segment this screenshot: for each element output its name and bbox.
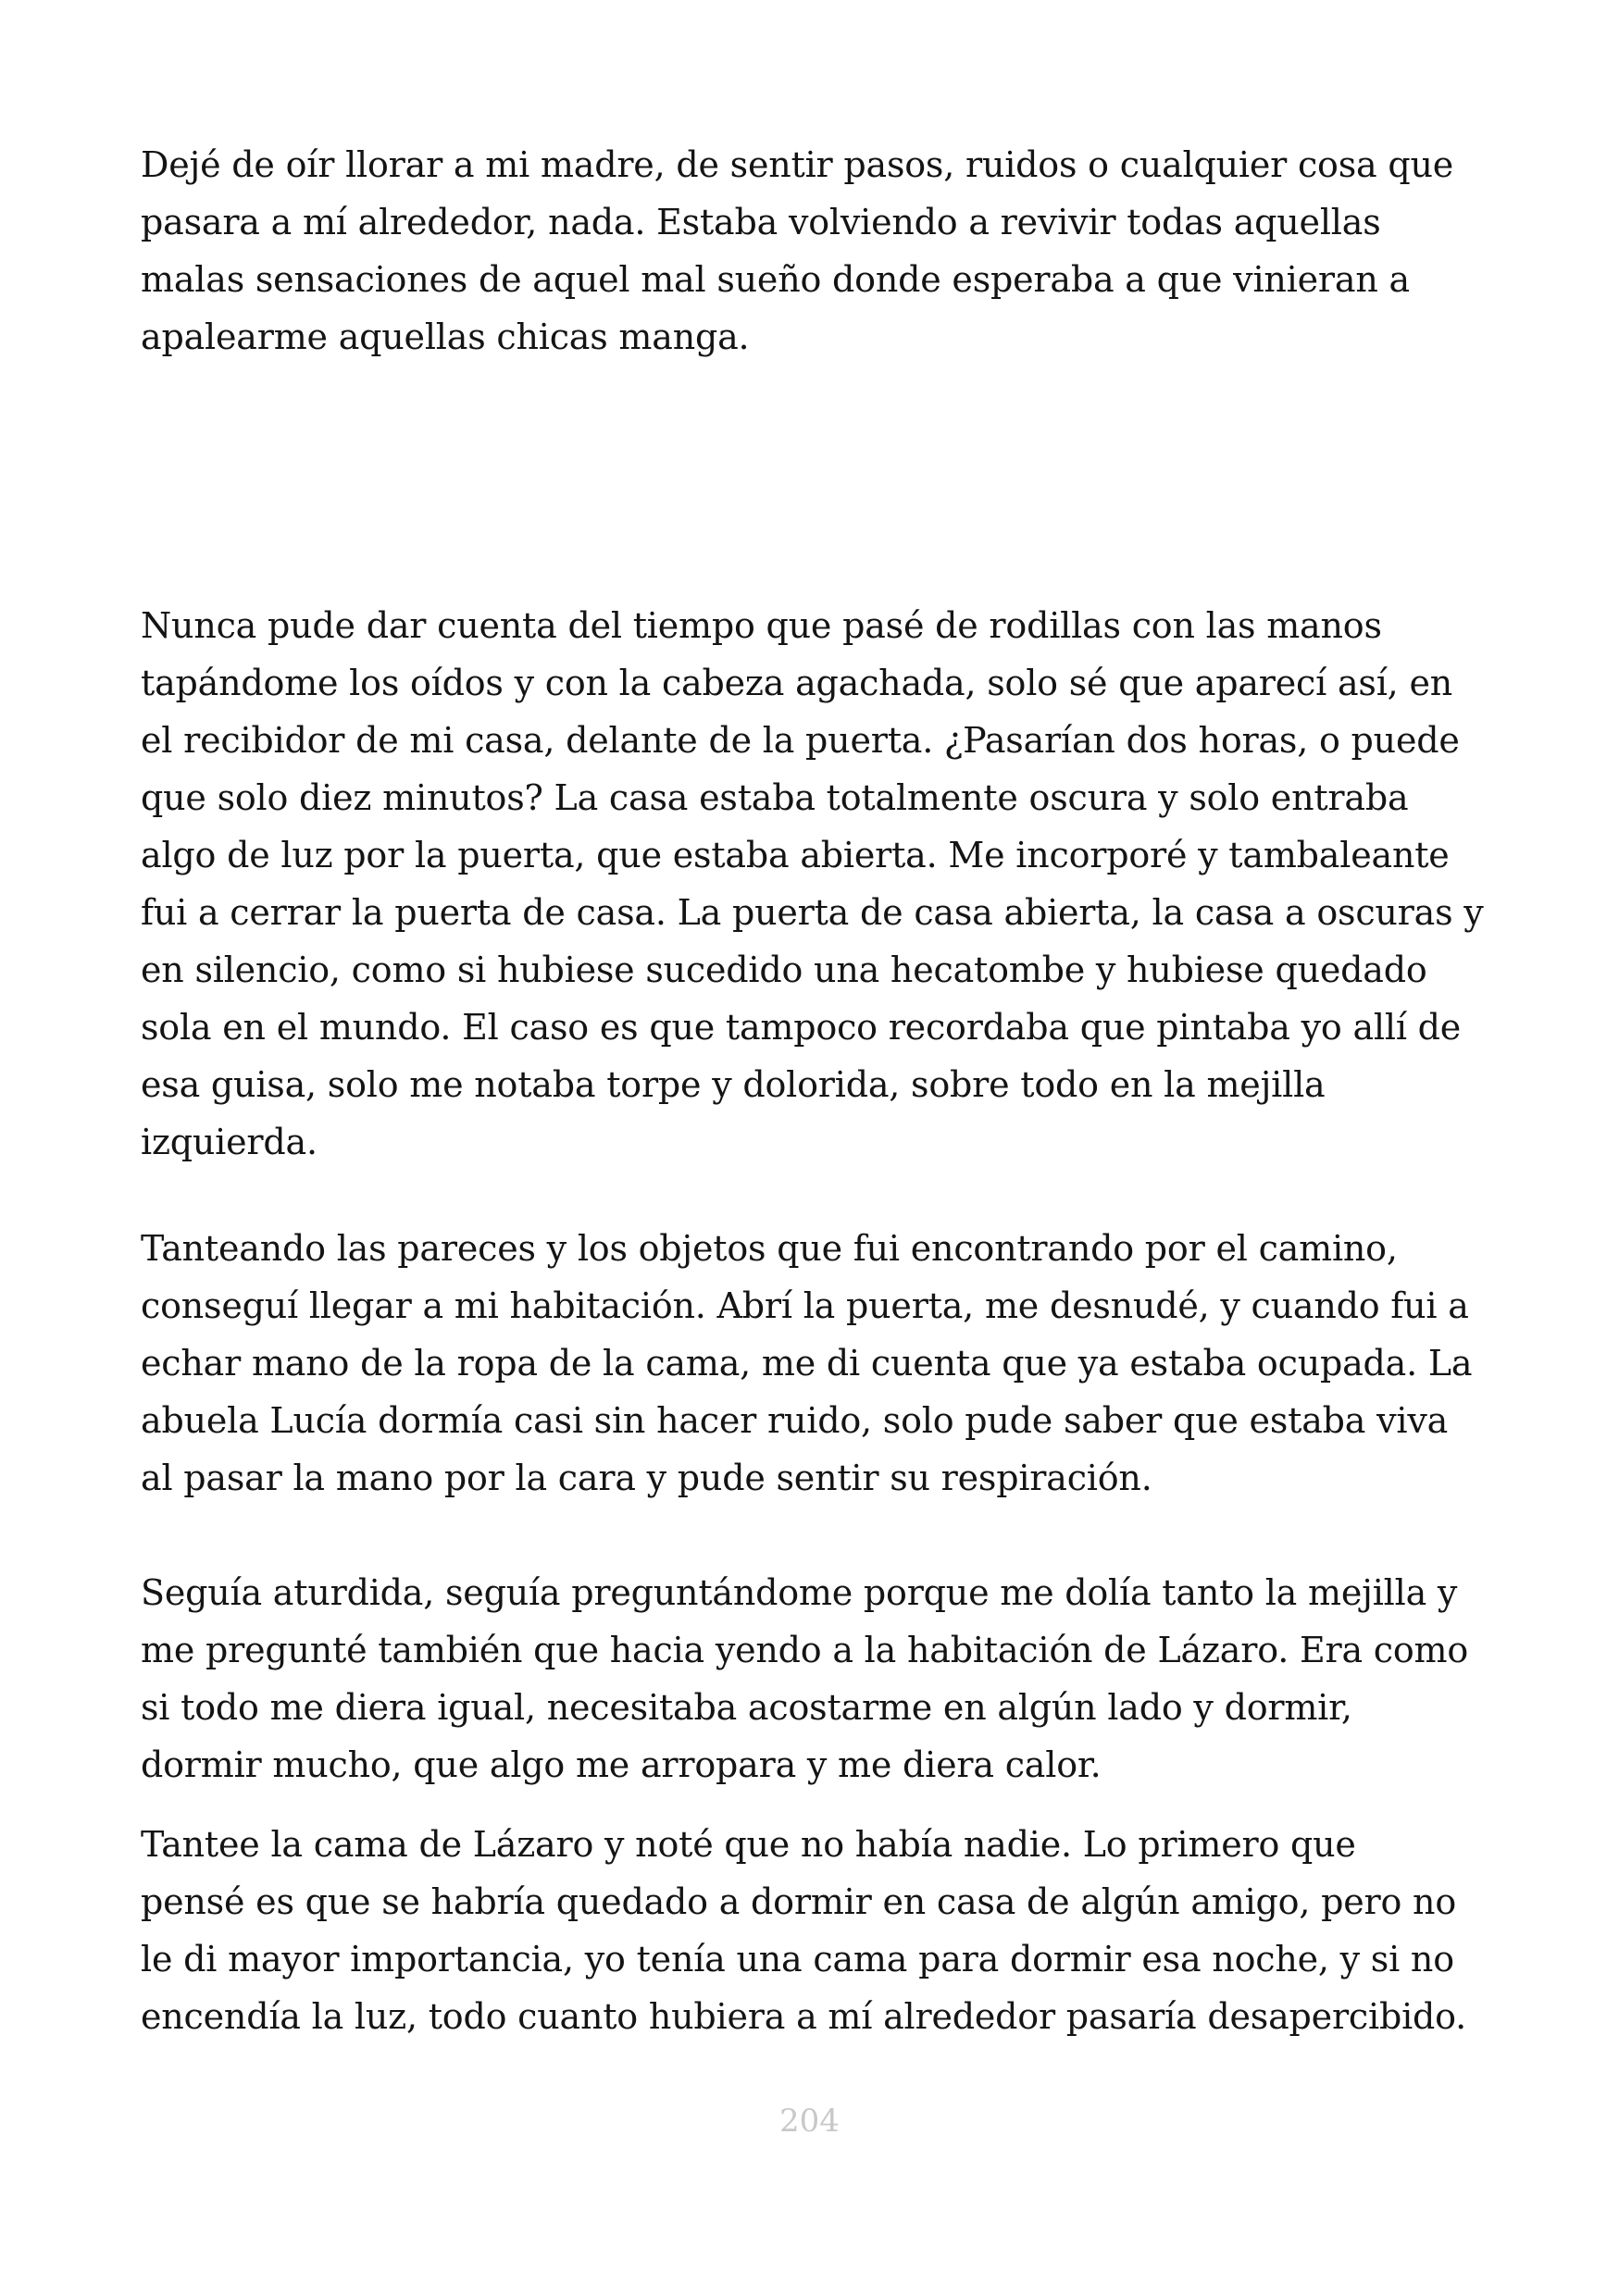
text-line: conseguí llegar a mi habitación. Abrí la puerta, me desnudé, y cuando fui a [141, 1285, 1469, 1326]
paragraph-1 [141, 136, 1501, 366]
paragraph-2 [141, 597, 1501, 1171]
text-line: algo de luz por la puerta, que estaba abierta. Me incorporé y tambaleante [141, 835, 1450, 875]
text-line: dormir mucho, que algo me arropara y me diera calor. [141, 1744, 1102, 1785]
text-line: encendía la luz, todo cuanto hubiera a mí alrededor pasaría desapercibido. [141, 1996, 1467, 2037]
text-line: Seguía aturdida, seguía preguntándome porque me dolía tanto la mejilla y [141, 1572, 1458, 1613]
text-line: abuela Lucía dormía casi sin hacer ruido, solo pude saber que estaba viva [141, 1400, 1449, 1441]
text-line: pensé es que se habría quedado a dormir en casa de algún amigo, pero no [141, 1881, 1457, 1922]
text-line: Tantee la cama de Lázaro y noté que no había nadie. Lo primero que [141, 1824, 1356, 1865]
text-line: Nunca pude dar cuenta del tiempo que pasé de rodillas con las manos [141, 605, 1382, 646]
text-line: me pregunté también que hacia yendo a la habitación de Lázaro. Era como [141, 1630, 1469, 1670]
page-number: 204 [779, 2103, 840, 2140]
text-line: esa guisa, solo me notaba torpe y dolorida, sobre todo en la mejilla [141, 1064, 1326, 1105]
text-line: malas sensaciones de aquel mal sueño donde esperaba a que vinieran a [141, 259, 1410, 300]
text-line: pasara a mí alrededor, nada. Estaba volviendo a revivir todas aquellas [141, 202, 1381, 242]
text-line: el recibidor de mi casa, delante de la puerta. ¿Pasarían dos horas, o puede [141, 720, 1460, 761]
paragraph-4 [141, 1564, 1501, 1793]
text-line: en silencio, como si hubiese sucedido una hecatombe y hubiese quedado [141, 949, 1427, 990]
text-line: apalearme aquellas chicas manga. [141, 316, 750, 357]
text-line: izquierda. [141, 1122, 318, 1162]
text-line: que solo diez minutos? La casa estaba totalmente oscura y solo entraba [141, 777, 1409, 818]
text-line: tapándome los oídos y con la cabeza agachada, solo sé que aparecí así, en [141, 663, 1453, 703]
text-line: fui a cerrar la puerta de casa. La puerta de casa abierta, la casa a oscuras y [141, 892, 1484, 933]
text-line: le di mayor importancia, yo tenía una cama para dormir esa noche, y si no [141, 1939, 1454, 1980]
text-line: Dejé de oír llorar a mi madre, de sentir pasos, ruidos o cualquier cosa que [141, 144, 1454, 185]
text-line: sola en el mundo. El caso es que tampoco recordaba que pintaba yo allí de [141, 1007, 1462, 1048]
text-line: al pasar la mano por la cara y pude sentir su respiración. [141, 1458, 1152, 1498]
text-line: echar mano de la ropa de la cama, me di cuenta que ya estaba ocupada. La [141, 1343, 1473, 1384]
text-line: Tanteando las pareces y los objetos que fui encontrando por el camino, [141, 1228, 1398, 1269]
paragraph-3 [141, 1220, 1501, 1507]
paragraph-5 [141, 1816, 1501, 2045]
text-line: si todo me diera igual, necesitaba acostarme en algún lado y dormir, [141, 1687, 1352, 1728]
